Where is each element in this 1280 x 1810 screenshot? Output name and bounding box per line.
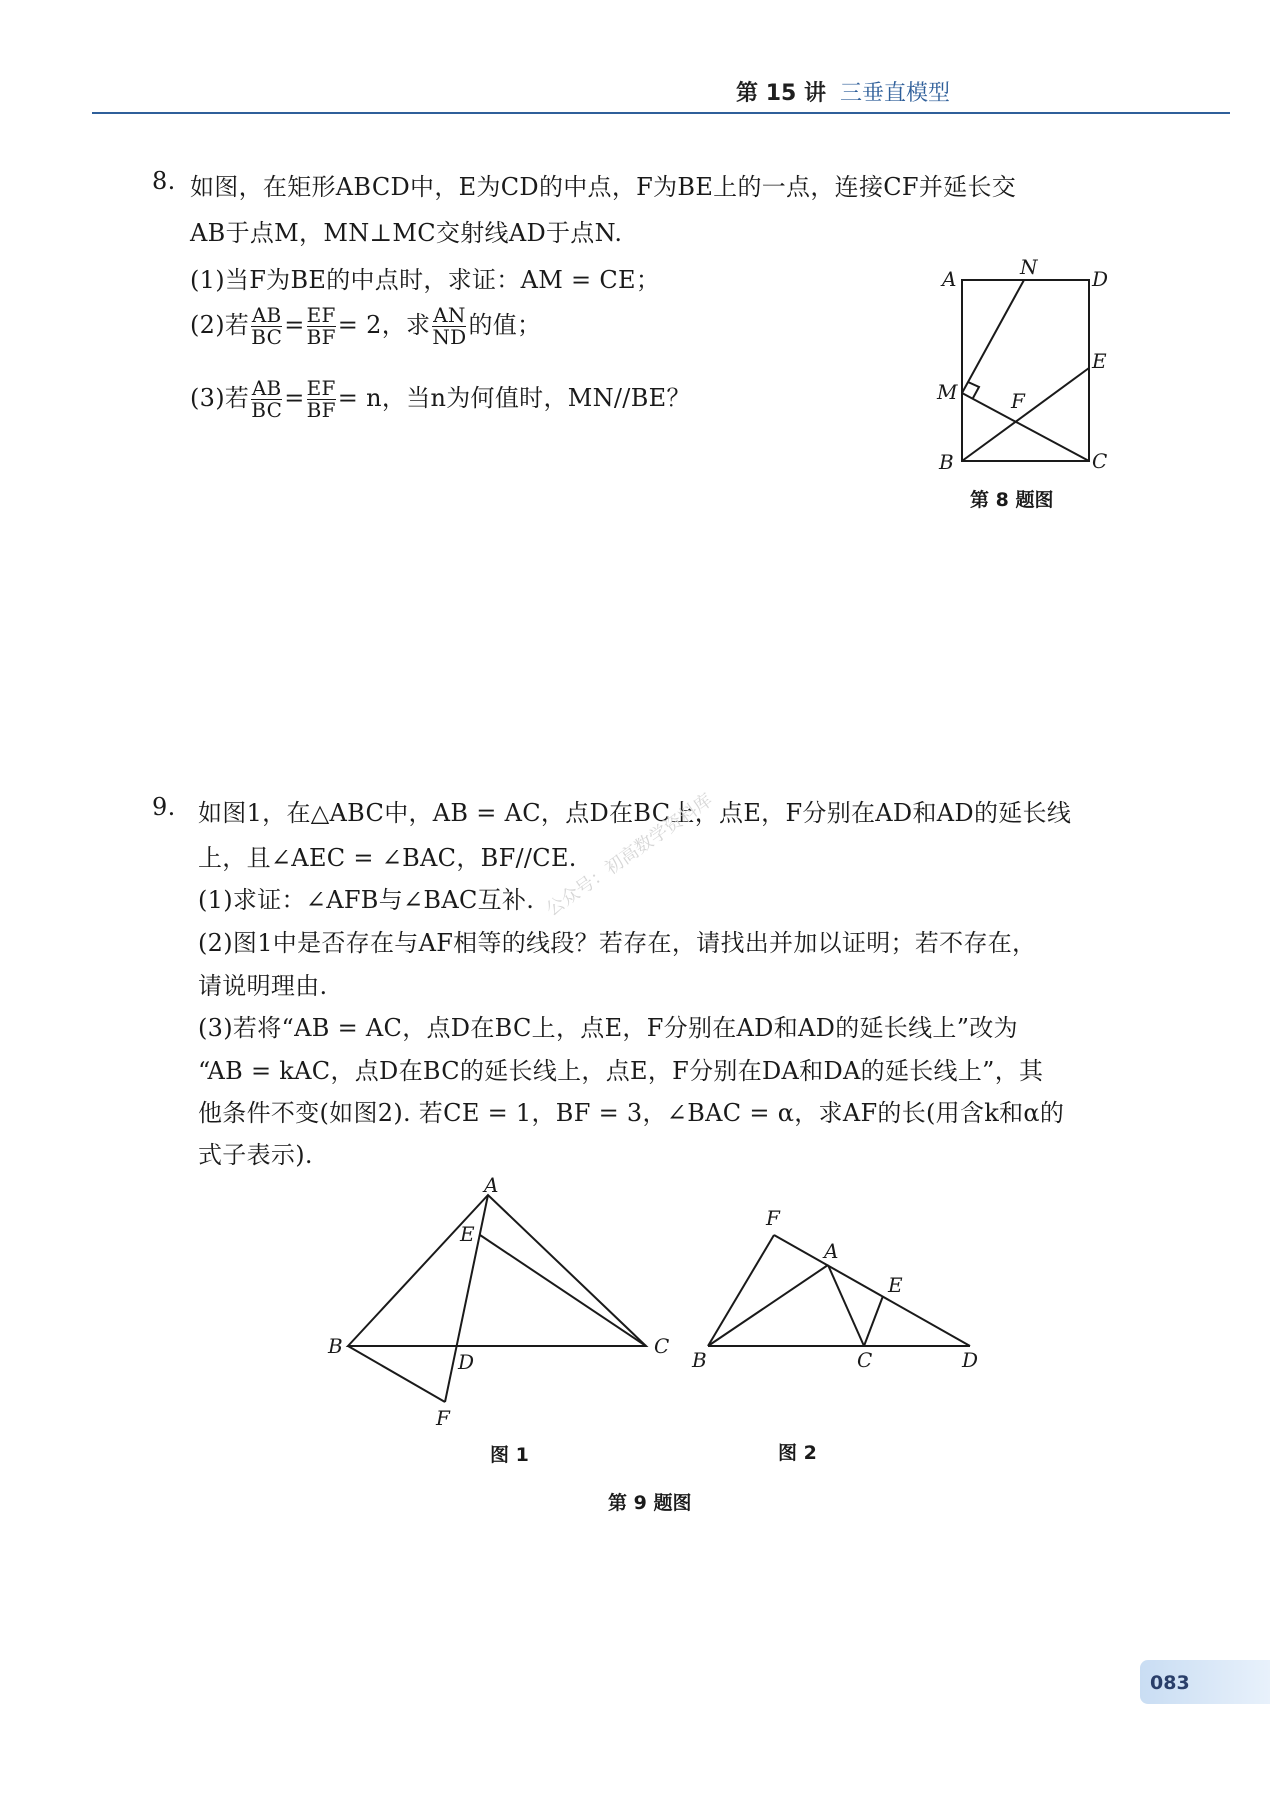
label-a: A: [484, 1175, 499, 1197]
q9-figure-caption: 第 9 题图: [608, 1492, 692, 1514]
label-n: N: [1020, 255, 1038, 279]
q8-part3-prefix: (3)若: [190, 384, 250, 412]
q8-figure-caption: 第 8 题图: [970, 489, 1054, 511]
segment-ac: [828, 1265, 864, 1346]
label-c: C: [857, 1348, 873, 1372]
q8-number: 8.: [152, 167, 176, 195]
header-title: [736, 76, 950, 107]
label-c: C: [1092, 449, 1108, 473]
segment-mc: [962, 393, 1089, 461]
label-c: C: [654, 1334, 670, 1358]
label-f: F: [1011, 389, 1025, 413]
label-e: E: [1092, 349, 1107, 373]
header-divider: [92, 112, 1230, 114]
rectangle-abcd: [962, 280, 1089, 461]
label-a: A: [942, 267, 957, 291]
q9-fig2-caption: 图 2: [778, 1442, 817, 1464]
q8-part3: (3)若 $\frac{AB}{BC}$ = $\frac{EF}{BF}$ = n，当n为何值时，MN//BE？: [190, 376, 691, 422]
label-d: D: [1092, 267, 1109, 291]
q9-part3-line1: (3)若将“AB = AC，点D在BC上，点E，F分别在AD和AD的延长线上”改为: [198, 1014, 1018, 1042]
watermark: 公众号：初高数学资料库: [542, 789, 717, 921]
q8-stem-line1: 如图，在矩形ABCD中，E为CD的中点，F为BE上的一点，连接CF并延长交: [190, 173, 1017, 201]
fraction-ef-bf-3: $\frac{EF}{BF}$: [306, 376, 336, 422]
q9-line1: 如图1，在△ABC中，AB = AC，点D在BC上，点E，F分别在AD和AD的延长线: [198, 799, 1072, 827]
segment-fd: [774, 1235, 970, 1346]
q8-stem-line2: AB于点M，MN⊥MC交射线AD于点N.: [190, 219, 623, 247]
q9-part3-line2: “AB = kAC，点D在BC的延长线上，点E，F分别在DA和DA的延长线上”，其: [198, 1057, 1044, 1085]
page-number: 083: [1150, 1672, 1190, 1694]
fraction-an-nd: $\frac{AN}{ND}$: [432, 303, 467, 349]
lecture-number: 第 15 讲: [736, 81, 826, 106]
fraction-ab-bc-3: $\frac{AB}{BC}$: [251, 376, 283, 422]
q9-figure2: [680, 1205, 1000, 1375]
label-d: D: [458, 1350, 475, 1374]
label-a: A: [824, 1239, 839, 1263]
label-m: M: [937, 380, 958, 404]
q8-figure-rectangle: [920, 250, 1120, 490]
segment-be: [962, 368, 1089, 461]
q8-part2-prefix: (2)若: [190, 311, 250, 339]
q8-part2: (2)若 $\frac{AB}{BC}$ = $\frac{EF}{BF}$ = 2，求 $\frac{AN}{ND}$ 的值；: [190, 303, 542, 349]
fraction-ab-bc: $\frac{AB}{BC}$: [251, 303, 283, 349]
triangle-abc: [348, 1195, 646, 1346]
segment-ec: [480, 1235, 646, 1346]
fraction-ef-bf: $\frac{EF}{BF}$: [306, 303, 336, 349]
q9-fig1-caption: 图 1: [490, 1444, 529, 1466]
q9-part2-line1: (2)图1中是否存在与AF相等的线段？若存在，请找出并加以证明；若不存在，: [198, 929, 1037, 957]
label-b: B: [692, 1348, 707, 1372]
segment-ce: [864, 1296, 883, 1346]
segment-ba: [708, 1265, 828, 1346]
q9-figure1: [320, 1175, 690, 1435]
q8-part1: (1)当F为BE的中点时，求证：AM = CE；: [190, 266, 661, 294]
q9-part2-line2: 请说明理由.: [198, 972, 328, 1000]
segment-bf: [708, 1235, 774, 1346]
right-angle-mark: [968, 382, 979, 398]
label-e: E: [460, 1222, 475, 1246]
q9-part3-line4: 式子表示).: [198, 1141, 313, 1169]
q9-part1: (1)求证：∠AFB与∠BAC互补.: [198, 886, 535, 914]
label-f: F: [436, 1406, 450, 1430]
lecture-topic: 三垂直模型: [839, 81, 950, 106]
segment-mn: [962, 280, 1024, 393]
q9-line2: 上，且∠AEC = ∠BAC，BF//CE.: [198, 844, 577, 872]
label-b: B: [939, 450, 954, 474]
segment-bf: [348, 1346, 445, 1402]
q9-part3-line3: 他条件不变(如图2). 若CE = 1，BF = 3，∠BAC = α，求AF的长(用含k和α的: [198, 1099, 1065, 1127]
q9-number: 9.: [152, 793, 176, 821]
label-f: F: [766, 1206, 780, 1230]
label-b: B: [328, 1334, 343, 1358]
label-e: E: [888, 1273, 903, 1297]
label-d: D: [962, 1348, 979, 1372]
